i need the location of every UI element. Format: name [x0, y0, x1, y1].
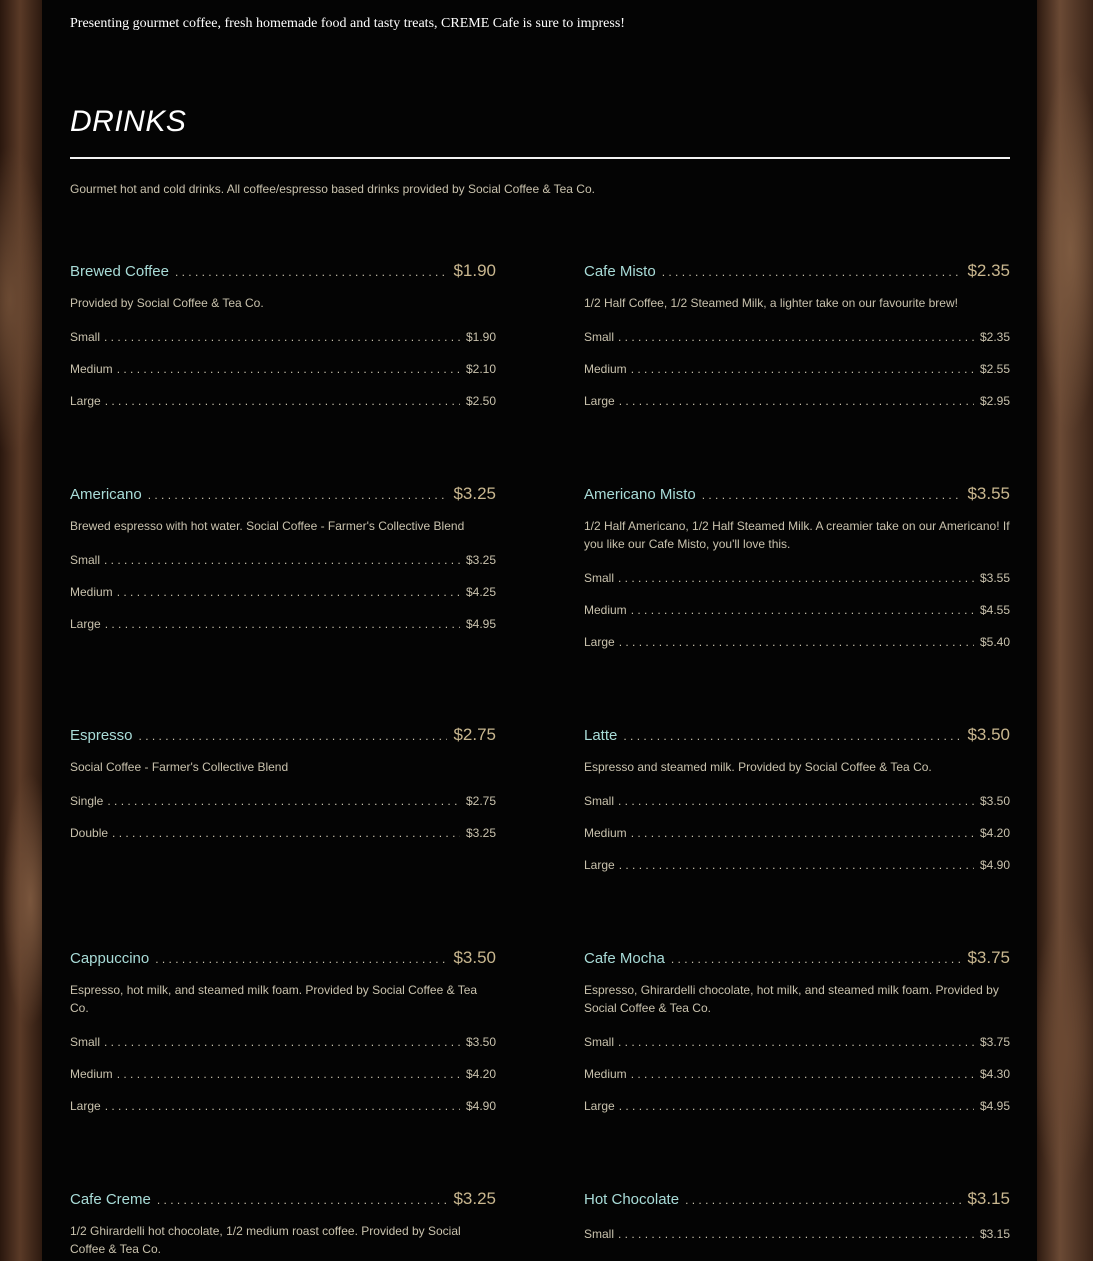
- menu-item: [70, 725, 496, 844]
- dot-leader: [157, 1193, 448, 1207]
- dot-leader: [155, 952, 447, 966]
- size-option: [584, 603, 1010, 621]
- menu-item-header: [584, 484, 1010, 508]
- menu-item-description: Social Coffee - Farmer's Collective Blend: [70, 760, 289, 774]
- size-option-price: $4.20: [465, 1067, 496, 1081]
- size-option: [584, 858, 1010, 876]
- size-option-price: $2.10: [465, 362, 496, 376]
- size-option-label: Small: [584, 1035, 615, 1049]
- size-option-label: Medium: [584, 362, 627, 376]
- size-option-label: Large: [584, 858, 615, 872]
- menu-item: [70, 484, 496, 635]
- menu-item-name: Cafe Mocha: [584, 950, 665, 967]
- size-option: [584, 826, 1010, 844]
- menu-item-name: Cafe Creme: [70, 1191, 151, 1208]
- menu-item: [584, 1189, 1010, 1245]
- size-option-label: Large: [70, 394, 101, 408]
- size-option-price: $3.75: [979, 1035, 1010, 1049]
- size-option-price: $4.20: [979, 826, 1010, 840]
- size-option-label: Large: [584, 394, 615, 408]
- size-option: [584, 794, 1010, 812]
- menu-item-header: [70, 725, 496, 749]
- size-option-label: Large: [70, 617, 101, 631]
- menu-item-price: $1.90: [453, 261, 496, 280]
- menu-item-header: [584, 725, 1010, 749]
- size-option-price: $4.90: [979, 858, 1010, 872]
- size-option: [584, 635, 1010, 653]
- menu-item-header: [70, 1189, 496, 1213]
- size-option-price: $2.35: [979, 330, 1010, 344]
- menu-item-name: Espresso: [70, 727, 133, 744]
- menu-item-price: $3.15: [967, 1189, 1010, 1208]
- size-option-label: Medium: [70, 585, 113, 599]
- dot-leader: [685, 1193, 961, 1207]
- size-option-price: $3.25: [465, 553, 496, 567]
- dot-leader: [618, 330, 974, 344]
- menu-item-name: Americano: [70, 486, 142, 503]
- size-option: [70, 1035, 496, 1053]
- dot-leader: [117, 362, 460, 376]
- dot-leader: [117, 1067, 460, 1081]
- dot-leader: [139, 729, 448, 743]
- size-option: [70, 826, 496, 844]
- size-option-price: $2.55: [979, 362, 1010, 376]
- menu-item-name: Cappuccino: [70, 950, 150, 967]
- menu-item-price: $3.50: [453, 948, 496, 967]
- menu-item-header: [70, 484, 496, 508]
- dot-leader: [618, 1227, 974, 1241]
- size-option-label: Medium: [70, 362, 113, 376]
- dot-leader: [631, 1067, 974, 1081]
- menu-item: [70, 1189, 496, 1258]
- menu-item-name: Latte: [584, 727, 618, 744]
- menu-item-header: [70, 261, 496, 285]
- dot-leader: [175, 265, 448, 279]
- menu-item-description: Espresso and steamed milk. Provided by Social Coffee & Tea Co.: [584, 760, 932, 774]
- dot-leader: [623, 729, 961, 743]
- menu-item-name: Americano Misto: [584, 486, 696, 503]
- menu-item-price: $2.35: [967, 261, 1010, 280]
- size-option: [584, 330, 1010, 348]
- size-option: [70, 330, 496, 348]
- menu-item: [584, 484, 1010, 653]
- size-option: [584, 362, 1010, 380]
- dot-leader: [105, 394, 460, 408]
- size-option-price: $3.50: [979, 794, 1010, 808]
- menu-item: [584, 948, 1010, 1117]
- menu-item-description: 1/2 Half Coffee, 1/2 Steamed Milk, a lighter take on our favourite brew!: [584, 296, 958, 310]
- menu-item-description: Espresso, Ghirardelli chocolate, hot milk, and steamed milk foam. Provided by Social Coffee & Tea Co.: [584, 983, 999, 1015]
- dot-leader: [631, 362, 974, 376]
- size-option-label: Small: [584, 1227, 615, 1241]
- size-option-label: Double: [70, 826, 109, 840]
- menu-item: [584, 725, 1010, 876]
- dot-leader: [619, 635, 974, 649]
- menu-item-name: Cafe Misto: [584, 263, 656, 280]
- dot-leader: [148, 488, 448, 502]
- dot-leader: [104, 553, 460, 567]
- size-option: [70, 394, 496, 412]
- size-option-label: Single: [70, 794, 104, 808]
- dot-leader: [104, 330, 460, 344]
- size-option: [70, 553, 496, 571]
- size-option-label: Medium: [584, 826, 627, 840]
- size-option: [70, 794, 496, 812]
- size-option: [584, 1035, 1010, 1053]
- size-option-price: $4.25: [465, 585, 496, 599]
- size-option-price: $5.40: [979, 635, 1010, 649]
- dot-leader: [702, 488, 962, 502]
- size-option: [70, 617, 496, 635]
- menu-item-name: Hot Chocolate: [584, 1191, 680, 1208]
- dot-leader: [104, 1035, 460, 1049]
- size-option-label: Small: [584, 330, 615, 344]
- menu-panel: [42, 0, 1037, 1261]
- dot-leader: [112, 826, 460, 840]
- section-divider: [70, 157, 1010, 159]
- size-option-label: Small: [584, 571, 615, 585]
- size-option-price: $3.55: [979, 571, 1010, 585]
- menu-item-description: 1/2 Half Americano, 1/2 Half Steamed Milk. A creamier take on our Americano! If you like our Cafe Misto, you'll love this.: [584, 519, 1010, 551]
- dot-leader: [618, 1035, 974, 1049]
- size-option: [584, 1227, 1010, 1245]
- size-option-price: $3.15: [979, 1227, 1010, 1241]
- dot-leader: [618, 571, 974, 585]
- size-option-label: Large: [70, 1099, 101, 1113]
- size-option: [584, 1067, 1010, 1085]
- dot-leader: [107, 794, 460, 808]
- menu-item-header: [70, 948, 496, 972]
- menu-item-header: [584, 948, 1010, 972]
- dot-leader: [619, 858, 974, 872]
- size-option-label: Small: [70, 1035, 101, 1049]
- intro-text: Presenting gourmet coffee, fresh homemade food and tasty treats, CREME Cafe is sure to impress!: [70, 16, 625, 31]
- menu-item-price: $3.25: [453, 1189, 496, 1208]
- menu-item: [584, 261, 1010, 412]
- size-option: [584, 571, 1010, 589]
- size-option-label: Medium: [70, 1067, 113, 1081]
- menu-item-description: Espresso, hot milk, and steamed milk foam. Provided by Social Coffee & Tea Co.: [70, 983, 478, 1015]
- size-option-price: $4.30: [979, 1067, 1010, 1081]
- dot-leader: [619, 1099, 974, 1113]
- size-option-label: Small: [70, 330, 101, 344]
- size-option-price: $2.75: [465, 794, 496, 808]
- size-option-price: $3.50: [465, 1035, 496, 1049]
- size-option-price: $3.25: [465, 826, 496, 840]
- size-option: [584, 394, 1010, 412]
- menu-item: [70, 261, 496, 412]
- menu-item-description: Provided by Social Coffee & Tea Co.: [70, 296, 264, 310]
- menu-item-price: $3.50: [967, 725, 1010, 744]
- dot-leader: [618, 794, 974, 808]
- menu-item-description: Brewed espresso with hot water. Social Coffee - Farmer's Collective Blend: [70, 519, 465, 533]
- section-title: DRINKS: [70, 105, 187, 138]
- size-option-price: $4.55: [979, 603, 1010, 617]
- menu-item-price: $3.75: [967, 948, 1010, 967]
- size-option: [70, 585, 496, 603]
- size-option: [70, 1067, 496, 1085]
- dot-leader: [631, 603, 974, 617]
- dot-leader: [105, 617, 460, 631]
- menu-item-price: $3.55: [967, 484, 1010, 503]
- dot-leader: [671, 952, 962, 966]
- dot-leader: [631, 826, 974, 840]
- size-option-label: Medium: [584, 603, 627, 617]
- size-option-label: Large: [584, 635, 615, 649]
- size-option: [70, 1099, 496, 1117]
- size-option-label: Large: [584, 1099, 615, 1113]
- size-option-price: $1.90: [465, 330, 496, 344]
- menu-item-name: Brewed Coffee: [70, 263, 169, 280]
- menu-item-price: $3.25: [453, 484, 496, 503]
- menu-item-header: [584, 1189, 1010, 1213]
- size-option-label: Small: [70, 553, 101, 567]
- menu-item-price: $2.75: [453, 725, 496, 744]
- size-option-price: $4.90: [465, 1099, 496, 1113]
- menu-item-header: [584, 261, 1010, 285]
- dot-leader: [662, 265, 962, 279]
- size-option-price: $2.50: [465, 394, 496, 408]
- dot-leader: [105, 1099, 460, 1113]
- dot-leader: [619, 394, 974, 408]
- section-description: Gourmet hot and cold drinks. All coffee/espresso based drinks provided by Social Coffee & Tea Co.: [70, 182, 595, 196]
- menu-item-description: 1/2 Ghirardelli hot chocolate, 1/2 medium roast coffee. Provided by Social Coffee & Tea Co.: [70, 1224, 461, 1256]
- size-option-label: Medium: [584, 1067, 627, 1081]
- size-option-price: $4.95: [979, 1099, 1010, 1113]
- size-option: [70, 362, 496, 380]
- size-option-label: Small: [584, 794, 615, 808]
- menu-item: [70, 948, 496, 1117]
- size-option-price: $4.95: [465, 617, 496, 631]
- size-option-price: $2.95: [979, 394, 1010, 408]
- size-option: [584, 1099, 1010, 1117]
- dot-leader: [117, 585, 460, 599]
